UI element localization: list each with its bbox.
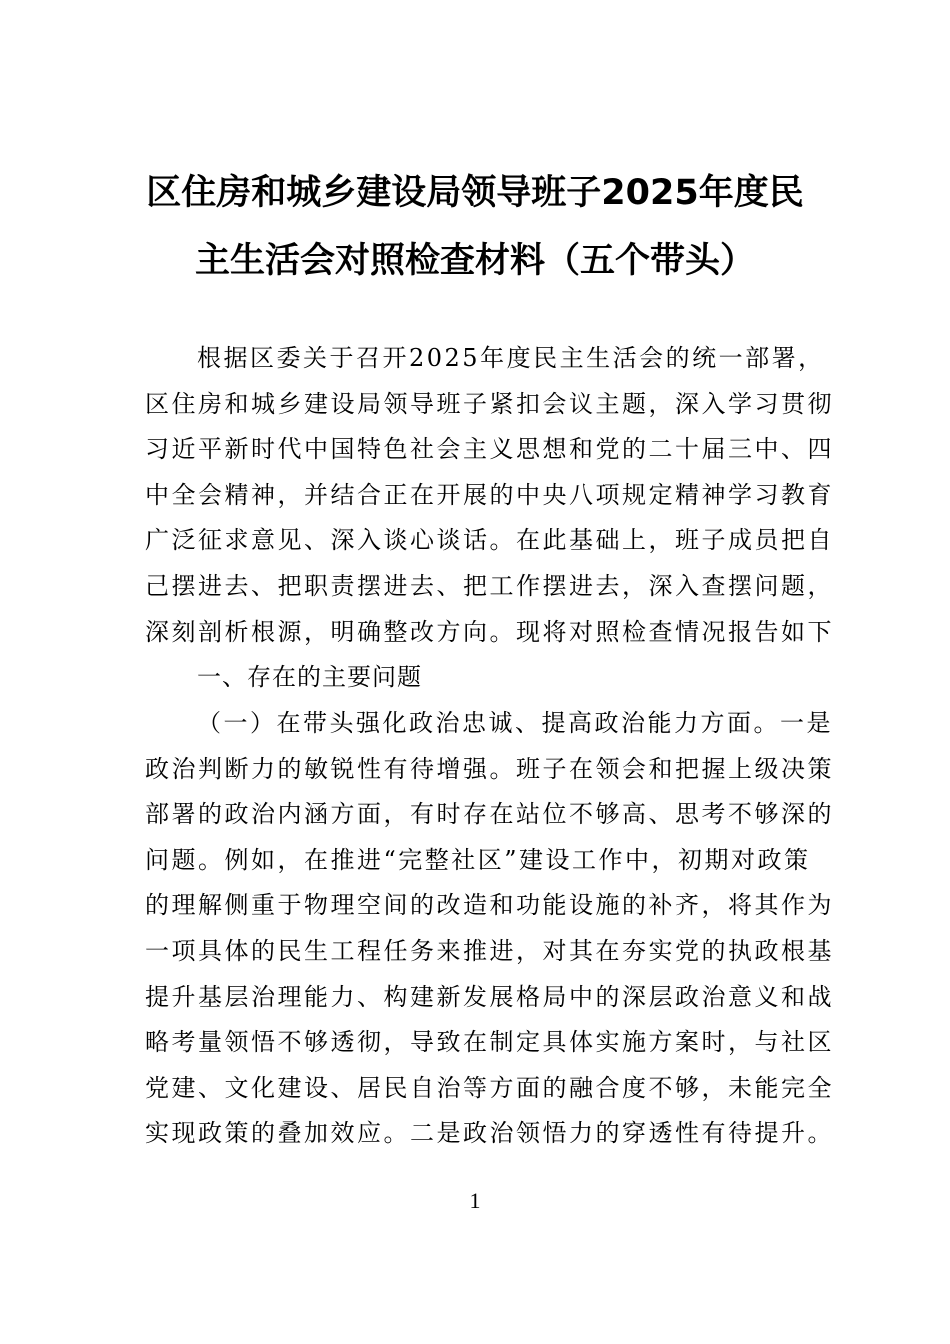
section-line: 部署的政治内涵方面，有时存在站位不够高、思考不够深的	[145, 800, 834, 829]
intro-paragraph	[145, 336, 834, 656]
section-line: 实现政策的叠加效应。二是政治领悟力的穿透性有待提升。	[145, 1119, 834, 1148]
section-line: 提升基层治理能力、构建新发展格局中的深层政治意义和战	[145, 982, 834, 1011]
page-number: 1	[469, 1188, 481, 1213]
intro-line: 深刻剖析根源，明确整改方向。现将对照检查情况报告如下	[145, 617, 834, 646]
section-line: 政治判断力的敏锐性有待增强。班子在领会和把握上级决策	[145, 754, 834, 783]
intro-line: 习近平新时代中国特色社会主义思想和党的二十届三中、四	[145, 435, 834, 464]
section-line: 的理解侧重于物理空间的改造和功能设施的补齐，将其作为	[145, 891, 834, 920]
section-line: （一）在带头强化政治忠诚、提高政治能力方面。一是	[197, 709, 833, 737]
document-title-line-1: 区住房和城乡建设局领导班子2025年度民	[146, 173, 804, 213]
intro-line: 根据区委关于召开2025年度民主生活会的统一部署，	[197, 344, 825, 372]
intro-line: 区住房和城乡建设局领导班子紧扣会议主题，深入学习贯彻	[145, 389, 834, 418]
document-title-line-2: 主生活会对照检查材料（五个带头）	[194, 241, 755, 281]
section-line: 一项具体的民生工程任务来推进，对其在夯实党的执政根基	[145, 937, 834, 965]
section-line: 党建、文化建设、居民自治等方面的融合度不够，未能完全	[145, 1073, 834, 1102]
section-heading: 一、存在的主要问题	[197, 663, 422, 691]
section-paragraph	[145, 701, 834, 1161]
intro-line: 己摆进去、把职责摆进去、把工作摆进去，深入查摆问题，	[145, 572, 834, 600]
section-line: 略考量领悟不够透彻，导致在制定具体实施方案时，与社区	[145, 1028, 834, 1057]
intro-line: 中全会精神，并结合正在开展的中央八项规定精神学习教育	[145, 480, 834, 509]
section-line: 问题。例如，在推进“完整社区”建设工作中，初期对政策	[145, 845, 811, 874]
intro-line: 广泛征求意见、深入谈心谈话。在此基础上，班子成员把自	[145, 526, 834, 555]
